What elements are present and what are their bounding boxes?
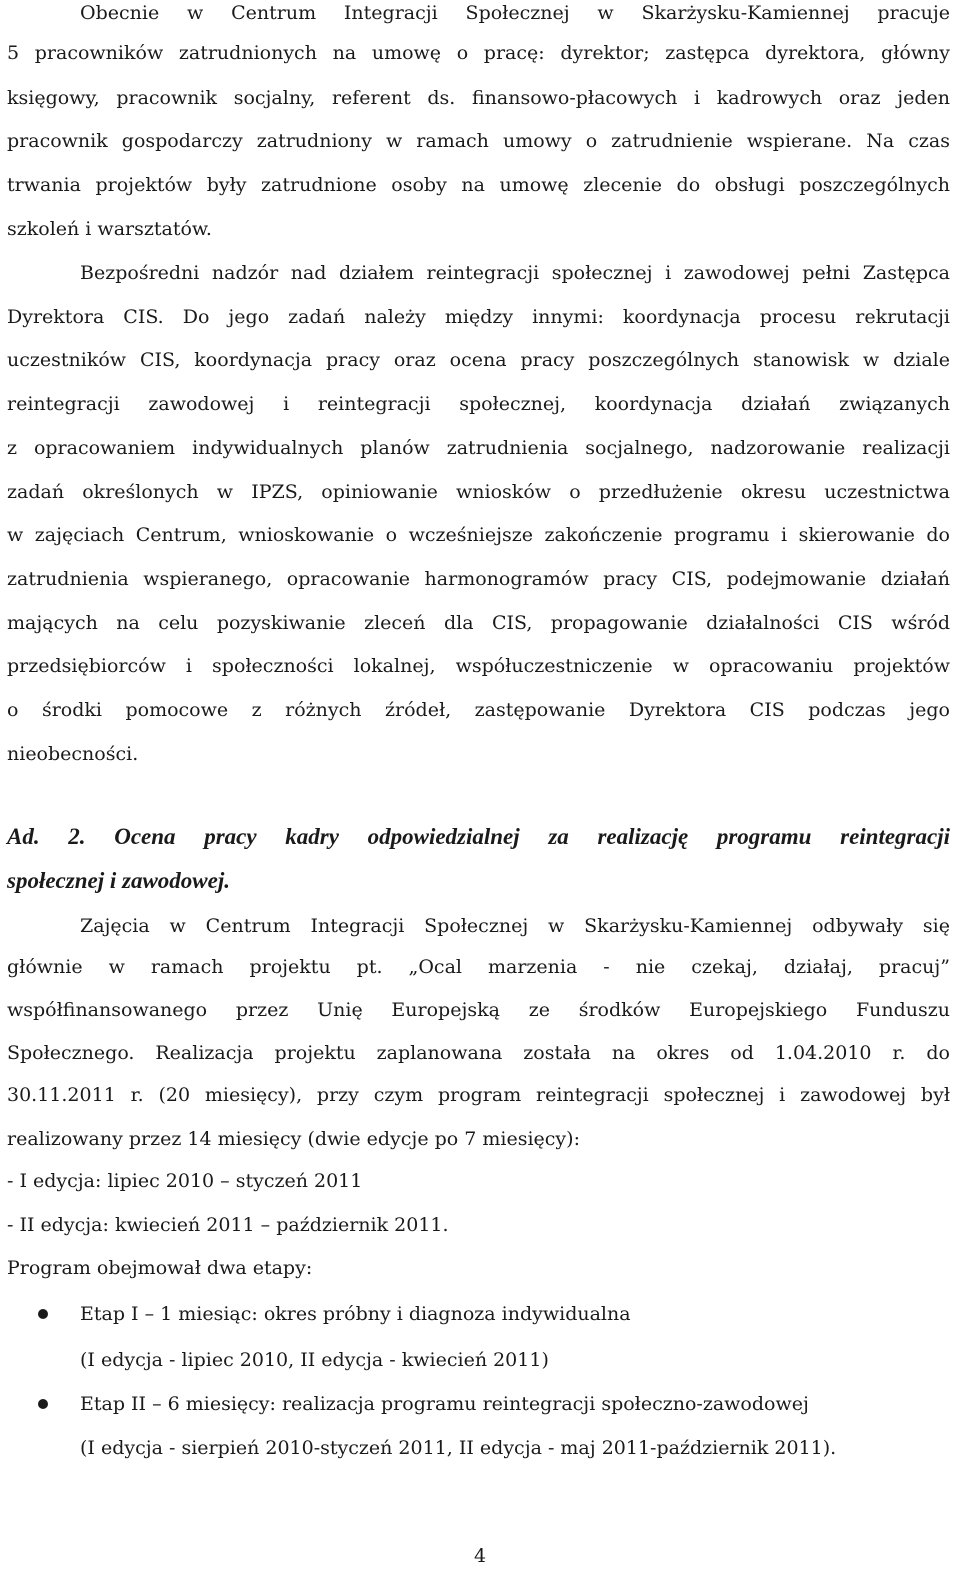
para2-line-11: o środki pomocowe z różnych źródeł, zastępowanie Dyrektora CIS podczas jego — [7, 699, 950, 721]
para2-line-3: uczestników CIS, koordynacja pracy oraz ocena pracy poszczególnych stanowisk w dziale — [7, 349, 950, 371]
stage-1-title: Etap I – 1 miesiąc: okres próbny i diagnoza indywidualna — [80, 1303, 631, 1325]
para2-line-4: reintegracji zawodowej i reintegracji społecznej, koordynacja działań związanych — [7, 393, 950, 415]
para3-line-5: 30.11.2011 r. (20 miesięcy), przy czym program reintegracji społecznej i zawodowej był — [7, 1084, 950, 1106]
para1-line-2: 5 pracowników zatrudnionych na umowę o pracę: dyrektor; zastępca dyrektora, główny — [7, 42, 950, 64]
para2-line-1: Bezpośredni nadzór nad działem reintegracji społecznej i zawodowej pełni Zastępca — [80, 262, 950, 284]
page-number: 4 — [473, 1545, 487, 1567]
para2-line-6: zadań określonych w IPZS, opiniowanie wniosków o przedłużenie okresu uczestnictwa — [7, 481, 950, 503]
para1-line-6: szkoleń i warsztatów. — [7, 218, 212, 240]
para2-line-8: zatrudnienia wspieranego, opracowanie harmonogramów pracy CIS, podejmowanie działań — [7, 568, 950, 590]
para1-line-5: trwania projektów były zatrudnione osoby na umowę zlecenie do obsługi poszczególnych — [7, 174, 950, 196]
para2-line-12: nieobecności. — [7, 743, 139, 765]
para3-line-6: realizowany przez 14 miesięcy (dwie edycje po 7 miesięcy): — [7, 1128, 580, 1150]
edition-1: - I edycja: lipiec 2010 – styczeń 2011 — [7, 1170, 363, 1192]
stage-2-detail: (I edycja - sierpień 2010-styczeń 2011, II edycja - maj 2011-październik 2011). — [80, 1437, 837, 1459]
bullet-icon — [38, 1399, 48, 1409]
para2-line-7: w zajęciach Centrum, wnioskowanie o wcześniejsze zakończenie programu i skierowanie do — [7, 524, 950, 546]
section-heading-line-2: społecznej i zawodowej. — [7, 868, 230, 893]
program-intro: Program obejmował dwa etapy: — [7, 1257, 313, 1279]
para3-line-4: Społecznego. Realizacja projektu zaplanowana została na okres od 1.04.2010 r. do — [7, 1042, 950, 1064]
para2-line-10: przedsiębiorców i społeczności lokalnej, współuczestniczenie w opracowaniu projektów — [7, 655, 950, 677]
para2-line-2: Dyrektora CIS. Do jego zadań należy między innymi: koordynacja procesu rekrutacji — [7, 306, 950, 328]
para3-line-2: głównie w ramach projektu pt. „Ocal marzenia - nie czekaj, działaj, pracuj” — [7, 956, 950, 978]
para1-line-4: pracownik gospodarczy zatrudniony w ramach umowy o zatrudnienie wspierane. Na czas — [7, 130, 950, 152]
para2-line-9: mających na celu pozyskiwanie zleceń dla CIS, propagowanie działalności CIS wśród — [7, 612, 950, 634]
stage-2-title: Etap II – 6 miesięcy: realizacja programu reintegracji społeczno-zawodowej — [80, 1393, 809, 1415]
section-heading-line-1: Ad. 2. Ocena pracy kadry odpowiedzialnej za realizację programu reintegracji — [7, 824, 950, 849]
para3-line-1: Zajęcia w Centrum Integracji Społecznej w Skarżysku-Kamiennej odbywały się — [80, 915, 950, 937]
para1-line-1: Obecnie w Centrum Integracji Społecznej w Skarżysku-Kamiennej pracuje — [80, 2, 950, 24]
stage-1-detail: (I edycja - lipiec 2010, II edycja - kwiecień 2011) — [80, 1349, 549, 1371]
para1-line-3: księgowy, pracownik socjalny, referent ds. finansowo-płacowych i kadrowych oraz jeden — [7, 87, 950, 109]
para3-line-3: współfinansowanego przez Unię Europejską ze środków Europejskiego Funduszu — [7, 999, 950, 1021]
edition-2: - II edycja: kwiecień 2011 – październik 2011. — [7, 1214, 449, 1236]
bullet-icon — [38, 1309, 48, 1319]
para2-line-5: z opracowaniem indywidualnych planów zatrudnienia socjalnego, nadzorowanie realizacji — [7, 437, 950, 459]
